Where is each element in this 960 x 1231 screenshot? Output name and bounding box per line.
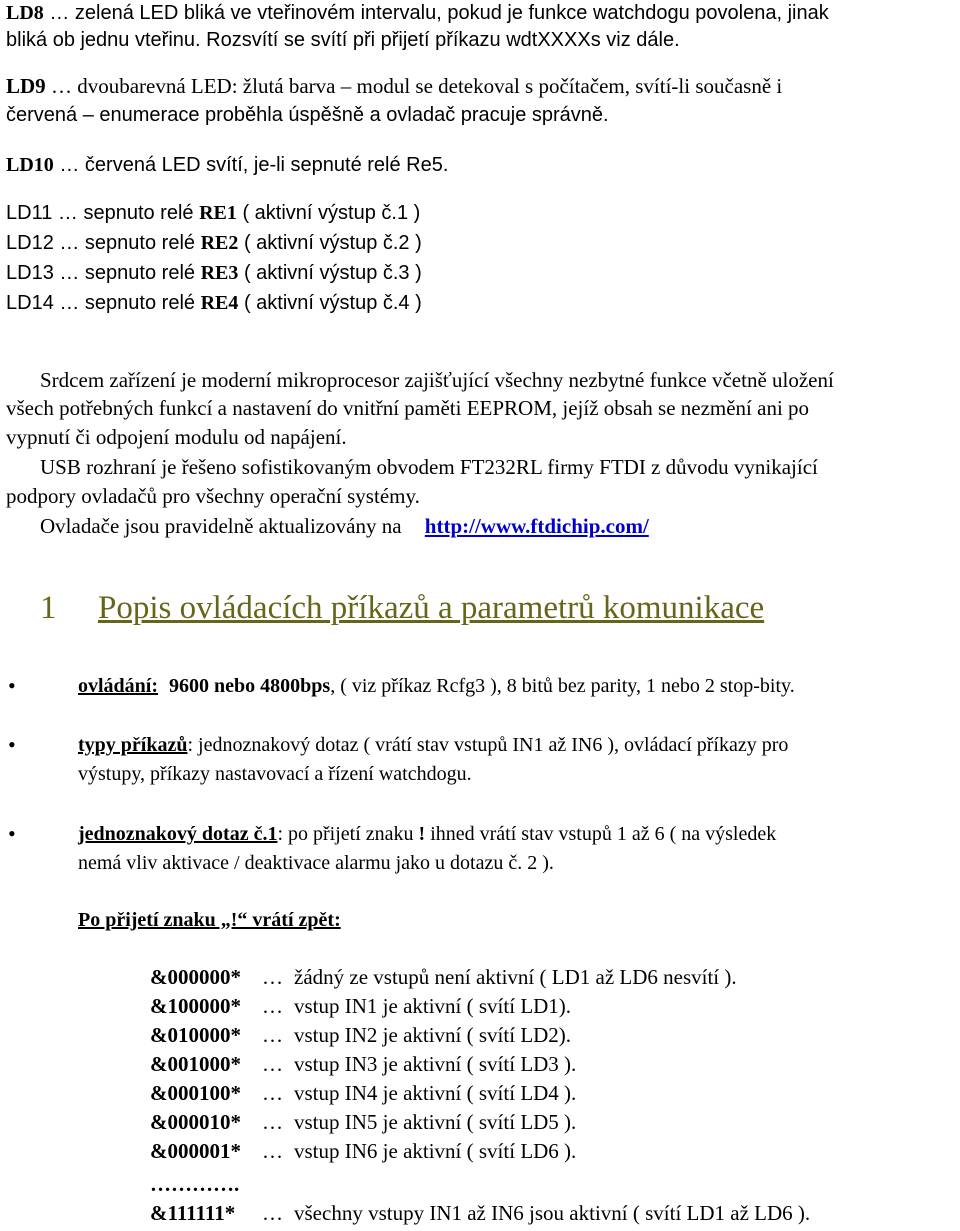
response-text: vstup IN2 je aktivní ( svítí LD2). xyxy=(294,1023,572,1047)
response-text: vstup IN4 je aktivní ( svítí LD4 ). xyxy=(294,1081,577,1105)
response-code: &001000* xyxy=(150,1052,241,1076)
response-code: &000010* xyxy=(150,1110,241,1134)
led-ld10-line xyxy=(6,155,448,175)
relay-line xyxy=(6,293,422,313)
bullet-item-typy xyxy=(78,735,788,755)
paragraph-line: USB rozhraní je řešeno sofistikovaným obvodem FT232RL firmy FTDI z důvodu vynikající xyxy=(40,455,818,479)
exclamation-char: ! xyxy=(418,823,426,845)
ellipsis-row xyxy=(150,1174,239,1195)
section-number: 1 xyxy=(40,590,57,626)
paragraph-line: podpory ovladačů pro všechny operační systémy. xyxy=(6,484,420,508)
response-code: &000100* xyxy=(150,1081,241,1105)
paragraph-line: vypnutí či odpojení modulu od napájení. xyxy=(6,425,347,449)
led-ld9-line xyxy=(6,76,782,97)
bullet-item-dotaz xyxy=(78,824,776,844)
response-row xyxy=(150,996,571,1017)
led-label: LD12 xyxy=(6,232,54,254)
response-dots: … xyxy=(262,1139,283,1163)
paragraph-line: všech potřebných funkcí a nastavení do vnitřní paměti EEPROM, jejíž obsah se nezmění ani po xyxy=(6,396,810,420)
response-row xyxy=(150,1054,576,1075)
bullet-text: ihned vrátí stav vstupů 1 až 6 ( na výsledek xyxy=(430,823,777,845)
led-label: LD11 xyxy=(6,202,53,224)
relay-name: RE2 xyxy=(200,232,239,254)
led-description: … dvoubarevná LED: žlutá barva – modul se detekoval s počítačem, svítí-li současně i xyxy=(50,74,783,98)
led-label: LD9 xyxy=(6,74,46,98)
bullet-text: , ( viz příkaz Rcfg3 ), 8 bitů bez parity, 1 nebo 2 stop-bity. xyxy=(330,675,795,697)
response-heading-text: Po přijetí znaku „!“ vrátí zpět: xyxy=(78,909,341,931)
ftdi-link[interactable]: http://www.ftdichip.com/ xyxy=(424,514,649,538)
response-code: &000001* xyxy=(150,1139,241,1163)
response-row xyxy=(150,1025,571,1046)
response-dots: … xyxy=(262,1110,283,1134)
response-text: vstup IN5 je aktivní ( svítí LD5 ). xyxy=(294,1110,577,1134)
response-dots: … xyxy=(262,1052,283,1076)
response-code: &000000* xyxy=(150,965,241,989)
response-text: vstup IN6 je aktivní ( svítí LD6 ). xyxy=(294,1139,577,1163)
led-ld8-line xyxy=(6,3,829,23)
bullet-item-ovladani xyxy=(78,676,795,696)
response-row-all xyxy=(150,1203,810,1224)
response-text: vstup IN3 je aktivní ( svítí LD3 ). xyxy=(294,1052,577,1076)
led-label: LD14 xyxy=(6,292,54,314)
bullet-text: : po přijetí znaku xyxy=(277,823,414,845)
response-code: &100000* xyxy=(150,994,241,1018)
led-description: … červená LED svítí, je-li sepnuté relé Re5. xyxy=(59,154,449,176)
relay-line xyxy=(6,203,420,223)
ellipsis-text: …………. xyxy=(150,1172,240,1196)
relay-name: RE4 xyxy=(200,292,239,314)
bullet-item-dotaz-line-2: nemá vliv aktivace / deaktivace alarmu jako u dotazu č. 2 ). xyxy=(78,852,554,874)
response-dots: … xyxy=(262,1201,283,1225)
response-text: žádný ze vstupů není aktivní ( LD1 až LD6 nesvítí ). xyxy=(294,965,737,989)
relay-line xyxy=(6,263,422,283)
relay-pre-text: … sepnuto relé xyxy=(57,202,194,224)
response-code: &111111* xyxy=(150,1201,236,1225)
response-text: všechny vstupy IN1 až IN6 jsou aktivní ( svítí LD1 až LD6 ). xyxy=(294,1201,811,1225)
response-dots: … xyxy=(262,994,283,1018)
response-row xyxy=(150,967,737,988)
relay-post-text: ( aktivní výstup č.1 ) xyxy=(242,202,421,224)
bullet-icon: • xyxy=(8,732,16,757)
relay-pre-text: … sepnuto relé xyxy=(59,262,196,284)
led-ld9-line-2: červená – enumerace proběhla úspěšně a ovladač pracuje správně. xyxy=(6,104,609,126)
baud-rate: 9600 nebo 4800bps xyxy=(169,675,331,697)
relay-name: RE3 xyxy=(200,262,239,284)
section-heading xyxy=(40,590,765,626)
relay-pre-text: … sepnuto relé xyxy=(59,292,196,314)
led-label: LD10 xyxy=(6,154,54,176)
response-heading xyxy=(78,910,341,930)
response-row xyxy=(150,1112,576,1133)
response-text: vstup IN1 je aktivní ( svítí LD1). xyxy=(294,994,572,1018)
response-row xyxy=(150,1141,576,1162)
relay-name: RE1 xyxy=(199,202,237,224)
response-dots: … xyxy=(262,965,283,989)
bullet-text: : jednoznakový dotaz ( vrátí stav vstupů IN1 až IN6 ), ovládací příkazy pro xyxy=(187,734,789,756)
led-label: LD8 xyxy=(6,2,44,24)
paragraph-text: Ovladače jsou pravidelně aktualizovány na xyxy=(40,514,402,538)
bullet-icon: • xyxy=(8,673,16,698)
bullet-label: typy příkazů xyxy=(78,734,188,756)
paragraph-line xyxy=(40,516,649,537)
led-ld8-line-2: bliká ob jednu vteřinu. Rozsvítí se svítí při přijetí příkazu wdtXXXXs viz dále. xyxy=(6,29,680,51)
response-dots: … xyxy=(262,1081,283,1105)
bullet-item-typy-line-2: výstupy, příkazy nastavovací a řízení watchdogu. xyxy=(78,763,472,785)
section-title: Popis ovládacích příkazů a parametrů komunikace xyxy=(98,590,765,626)
relay-line xyxy=(6,233,422,253)
bullet-icon: • xyxy=(8,821,16,846)
relay-post-text: ( aktivní výstup č.3 ) xyxy=(243,262,422,284)
bullet-label: ovládání: xyxy=(78,675,159,697)
response-code: &010000* xyxy=(150,1023,241,1047)
relay-post-text: ( aktivní výstup č.2 ) xyxy=(243,232,422,254)
led-label: LD13 xyxy=(6,262,54,284)
bullet-label: jednoznakový dotaz č.1 xyxy=(78,823,278,845)
relay-pre-text: … sepnuto relé xyxy=(59,232,196,254)
led-description: … zelená LED bliká ve vteřinovém intervalu, pokud je funkce watchdogu povolena, jinak xyxy=(49,2,829,24)
response-dots: … xyxy=(262,1023,283,1047)
relay-post-text: ( aktivní výstup č.4 ) xyxy=(243,292,422,314)
paragraph-line: Srdcem zařízení je moderní mikroprocesor zajišťující všechny nezbytné funkce včetně uložení xyxy=(40,368,834,392)
response-row xyxy=(150,1083,576,1104)
